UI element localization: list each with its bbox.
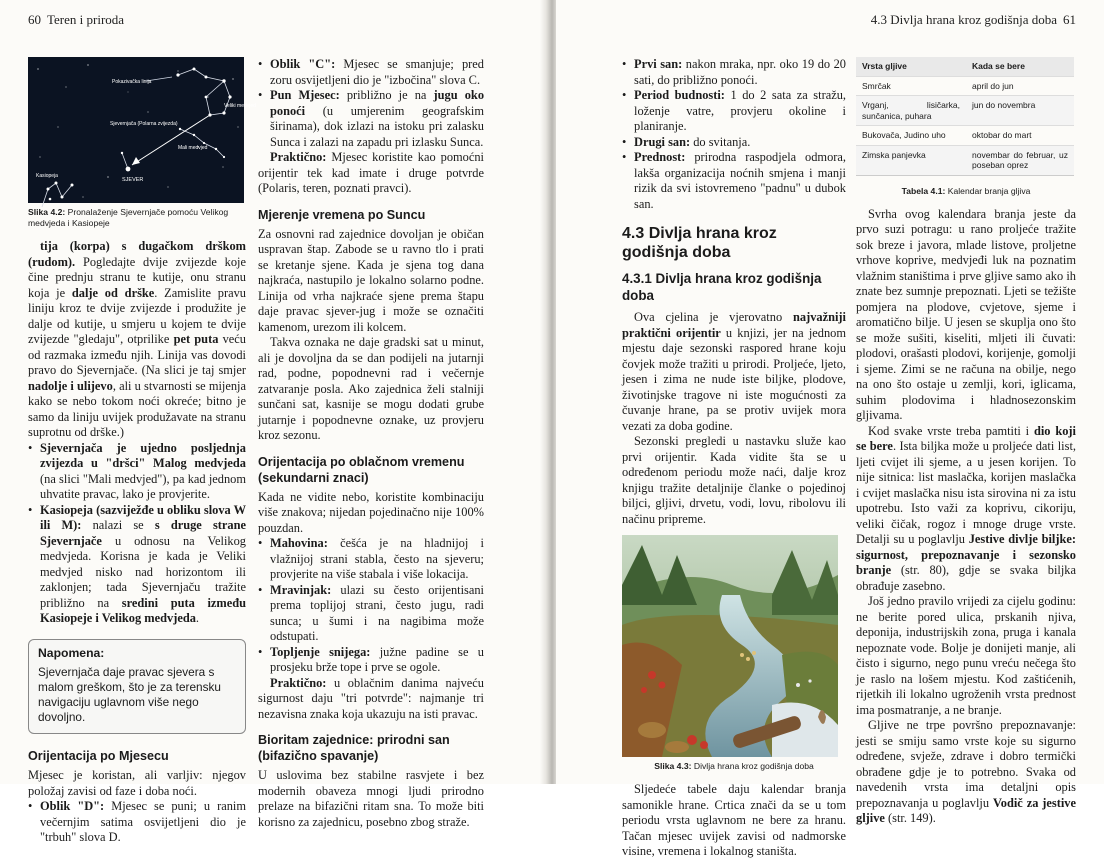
list-item: • Period budnosti: 1 do 2 sata za stražu, loženje vatre, provjeru okoline i planiranje. [622,88,846,135]
left-page [0,0,548,844]
table-header-cell: Vrsta gljive [856,57,966,76]
table-row: Zimska panjevka novembar do februar, uz poseban oprez [856,145,1074,175]
section-heading-cloud: Orijentacija po oblačnom vremenu (sekundarni znaci) [258,454,465,485]
paragraph: Praktično: u oblačnim danima najveću sigurnost daju "tri potvrde": najmanje tri nezavisna znaka koja ukazuju na isti pravac. [258,675,484,721]
paragraph: Takva oznaka ne daje gradski sat u minut, ali je dovoljna da se dan podijeli na jutarnji rad, podne, popodnevni rad i večernje zatvaranje posla. Ako zajednica želi stalniji sunčani sat, kasnije se mogu dodati grube jutarnje i popodnevne oznake, uz provjeru kroz sezonu. [258,335,484,442]
paragraph: Gljive ne trpe površno prepoznavanje: jesti se smiju samo vrste koje su sigurno određene, svježe, zdrave i dobro termički obrađene gdje je to potrebno. Svaka od navedenih vrsta ima detaljni opis prepoznavanja u poglavlju Vodič za jestive gljive (str. 149). [856,718,1076,825]
paragraph: Ova cjelina je vjerovatno najvažniji praktični orijentir u knjizi, jer na jednom mjestu daje sezonski raspored hrane koju čovjek može tražiti u prirodi. Proljeće, ljeto, jesen i zima ne nude iste biljke, plodove, životinjske tragove ni iste mogućnosti za čuvanje hrane, pa se protiv uvijek mora vezati za doba godine. [622,310,846,433]
wild-food-illustration [622,535,838,757]
cloud-list [258,536,484,676]
left-column-2 [258,57,484,830]
little-dipper-label: Mali medvjed [178,145,208,151]
moon-list-continued [258,57,484,150]
left-running-head [28,12,124,28]
subsection-title-4-3-1: 4.3.1 Divlja hrana kroz godišnja doba [622,271,822,303]
list-item: • Prednost: prirodna raspodjela odmora, lakša organizacija noćnih smjena i manji rizik da svi istovremeno "padnu" u dubok san. [622,150,846,212]
mushroom-calendar-table [856,57,1074,176]
moon-list [28,799,246,846]
paragraph: tija (korpa) s dugačkom drškom (rudom). Pogledajte dvije zvijezde koje čine prednju stranu te kutije, onu stranu koja je dalje od drške. Zamislite pravu liniju kroz te dvije zvijezde i produžite je dalje od kutije, u smjeru u kojem te dvije zvijezde "gledaju", otprilike pet puta veću od razmaka između njih. Linija vas dovodi pravo do Sjevernjače. (Na slici je taj smjer nadolje i ulijevo, ali u stvarnosti se mijenja kako se nebo tokom noći okreće; bitno je samo da liniju uvijek produžavate na stranu suprotnu od drške.) [28,239,246,439]
section-heading-biorhythm: Bioritam zajednice: prirodni san (bifazično spavanje) [258,733,450,763]
table-row: Smrčak april do jun [856,76,1074,96]
note-title: Napomena: [38,645,105,660]
section-title-4-3: 4.3 Divlja hrana kroz godišnja doba [622,225,777,261]
right-column-1 [622,57,846,860]
list-item: • Topljenje snijega: južne padine se u prosjeku brže tope i prve se ogole. [258,645,484,676]
list-item: • Oblik "D": Mjesec se puni; u ranim večernjim satima osvijetljeni dio je "trbuh" slova D. [28,799,246,846]
list-item: • Mahovina: češća je na hladnijoj i vlažnijoj strani stabla, često na sjeveru; provjerite na više stabala i više lokacija. [258,536,484,583]
page-number-left: 60 [28,12,41,27]
star-list [28,441,246,627]
paragraph: Mjesec je koristan, ali varljiv: njegov položaj zavisi od faze i doba noći. [28,768,246,798]
left-head-title: Teren i priroda [47,12,125,27]
paragraph: Za osnovni rad zajednice dovoljan je običan uspravan štap. Zabode se u ravno tlo i prati se kretanje sjene. Kada je sjena tog dana najkraća, nastupilo je lokalno solarno podne. Linija od vrha najkraće sjene prema štapu daje pravac sjever-jug i može se označiti kamenom, urezom ili kolcem. [258,226,484,334]
note-text: Sjevernjača daje pravac sjevera s malom greškom, što je za terensku navigaciju uglavnom više nego dovoljno. [38,665,221,724]
figure-4-3-caption: Slika 4.3: Divlja hrana kroz godišnja doba [654,761,814,771]
pointer-line-label: Pokazivačka linija [112,79,152,85]
page-number-right: 61 [1063,12,1076,27]
list-item: • Mravinjak: ulazi su često orijentisani prema toplijoj strani, često jugu, radi sunca; u šumi i na nagibima može odstupati. [258,583,484,645]
list-item: • Pun Mjesec: približno je na jugu oko ponoći (u umjerenim geografskim širinama), dok izlazi na istoku pri zalasku Sunca i zalazi na zapadu pri izlasku Sunca. [258,88,484,150]
right-head-title: 4.3 Divlja hrana kroz godišnja doba [870,12,1057,27]
cassiopeia-label: Kasiopeja [36,173,58,179]
section-heading-moon: Orijentacija po Mjesecu [28,749,169,763]
table-4-1-caption: Tabela 4.1: Kalendar branja gljiva [901,185,1031,196]
list-item: • Drugi san: do svitanja. [622,135,846,151]
note-box [28,639,246,735]
list-item: • Kasiopeja (sazviježđe u obliku slova W ili M): nalazi se s druge strane Sjevernjače u odnosu na Velikog medvjeda. Korisna je kada je Veliki medvjed nisko nad horizontom ili zaklonjen; tada Sjevernjaču tražite približno na sredini puta između Kasiopeje i Velikog medvjeda. [28,503,246,627]
list-item: • Prvi san: nakon mraka, npr. oko 19 do 20 sati, do približno ponoći. [622,57,846,88]
right-page [556,0,1104,858]
table-row: Bukovača, Judino uho oktobar do mart [856,126,1074,146]
paragraph: U uslovima bez stabilne rasvjete i bez modernih obaveza mnogi ljudi prirodno prelaze na bifazični ritam sna. To može biti korisno za zajednicu, posebno zbog straže. [258,768,484,829]
table-header-row [856,57,1074,76]
section-heading-sun: Mjerenje vremena po Suncu [258,207,426,222]
paragraph: Sezonski pregledi u nastavku služe kao prvi orijentir. Kada vidite šta se u određenom periodu može naći, dalje kroz knjigu tražite detaljnije članke o pojedinoj biljci, gljivi, drvetu, vodi, lovu, ribolovu ili načinu pripreme. [622,434,846,526]
left-column-1 [28,57,256,846]
list-item: • Oblik "C": Mjesec se smanjuje; pred zoru osvijetljeni dio je "izbočina" slova C. [258,57,484,88]
paragraph: Kada ne vidite nebo, koristite kombinaciju više znakova; nijedan pojedinačno nije 100% pouzdan. [258,489,484,535]
paragraph: Svrha ovog kalendara branja jeste da prvo suzi potragu: u rano proljeće tražite sok breze i javora, mlade listove, proljetne vrhove koprive, medvjeđi luk na poznatim vlažnim staništima i prve gljive samo ako ih znate bez sumnje prepoznati. Ljeti se težište pomjera na plodove, cvjetove, sjeme i aromatično bilje. U jesen se skuplja ono što se može sušiti, kiseliti, mljeti ili čuvati: plodovi, orašasti plodovi, korijenje, gomolji i sjeme. Zimi se ne računa na obilje, nego na ono što ostaje u zemlji, kori, iglicama, suhim plodovima i hladnosezonskim gljivama. [856,206,1076,422]
list-item: • Sjevernjača je ujedno posljednja zvijezda u "dršci" Malog medvjeda (na slici "Mali medvjed"), pa kad jednom uhvatite pravac, lako je provjerite. [28,441,246,503]
paragraph: Sljedeće tabele daju kalendar branja samonikle hrane. Crtica znači da se u tom periodu vrsta uglavnom ne bere za hranu. Tačan mjesec uvijek zavisi od nadmorske visine, vremena i lokalnog staništa. [622,782,846,858]
right-running-head [871,12,1076,28]
sleep-list [622,57,846,212]
paragraph: Kod svake vrste treba pamtiti i dio koji se bere. Ista biljka može u proljeće dati list, ljeti cvijet ili sjeme, a u jesen korijen. To nije sitnica: list maslačka, korijen maslačka i cvijet maslačka nisu ista sirovina ni za istu upotrebu. Isto važi za koprivu, cikoriju, veliki čičak, rogoz i mnoge druge vrste. Detalji su u poglavlju Jestive divlje biljke: sigurnost, prepoznavanje i sezonsko branje (str. 80), gdje se svaka biljka obrađuje zasebno. [856,423,1077,593]
north-label: SJEVER [122,177,144,183]
paragraph: Još jedno pravilo vrijedi za cijelu godinu: ne berite pored ulica, prskanih njiva, deponija, industrijskih zona, pruga i kanala nepoznate vode. Bolje je donijeti manje, ali čisto i sigurno, nego punu vreću nečega što je raslo na lošem mjestu. Kod zaštićenih, rijetkih ili lokalno ugroženih vrsta prednost ima posmatranje, a ne branje. [856,594,1076,717]
big-dipper-label: Veliki medvjed [224,103,256,109]
right-column-2 [856,57,1076,827]
star-map-figure [28,57,256,203]
figure-4-2-caption: Slika 4.2: Pronalaženje Sjevernjače pomoću Velikog medvjeda i Kasiopeje [28,207,229,228]
table-row: Vrganj, lisičarka, sunčanica, puhara jun do novembra [856,96,1074,126]
paragraph: Praktično: Mjesec koristite kao pomoćni orijentir tek kad imate i druge potvrde (Polaris, teren, poznati pravci). [258,150,484,195]
table-header-cell: Kada se bere [966,57,1074,76]
polaris-label: Sjevernjača (Polarna zvijezda) [110,121,178,127]
